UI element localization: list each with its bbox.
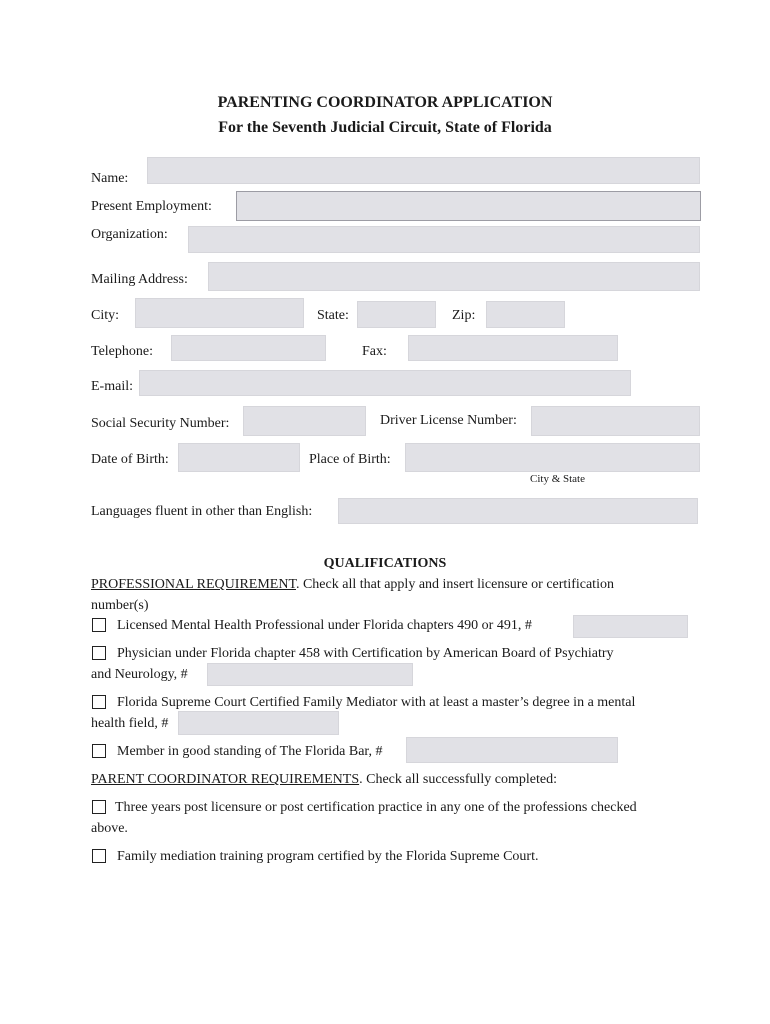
ssn-field[interactable] <box>243 406 366 436</box>
checkbox-mental-health[interactable] <box>92 618 106 632</box>
city-state-hint: City & State <box>530 473 585 485</box>
fax-field[interactable] <box>408 335 618 361</box>
parent-req-title: PARENT COORDINATOR REQUIREMENTS <box>91 772 360 787</box>
mental-health-number-field[interactable] <box>573 615 688 638</box>
languages-field[interactable] <box>338 498 698 524</box>
qualifications-heading: QUALIFICATIONS <box>323 556 447 571</box>
checkbox-three-years[interactable] <box>92 800 106 814</box>
three-years-text-line2: above. <box>91 821 128 836</box>
zip-label: Zip: <box>452 308 476 323</box>
place-of-birth-label: Place of Birth: <box>309 452 391 467</box>
physician-text-line1: Physician under Florida chapter 458 with Certification by American Board of Psychiatry <box>117 646 614 661</box>
professional-requirement-title: PROFESSIONAL REQUIREMENT <box>91 577 296 592</box>
ssn-label: Social Security Number: <box>91 416 230 431</box>
name-label: Name: <box>91 171 129 186</box>
checkbox-mediation-training[interactable] <box>92 849 106 863</box>
telephone-label: Telephone: <box>91 344 153 359</box>
city-label: City: <box>91 308 120 323</box>
email-field[interactable] <box>139 370 631 396</box>
form-subtitle: For the Seventh Judicial Circuit, State of Florida <box>218 119 552 136</box>
place-of-birth-field[interactable] <box>405 443 700 472</box>
checkbox-physician[interactable] <box>92 646 106 660</box>
dob-label: Date of Birth: <box>91 452 169 467</box>
dob-field[interactable] <box>178 443 300 472</box>
state-field[interactable] <box>357 301 436 328</box>
mediator-text-line2: health field, # <box>91 716 169 731</box>
physician-number-field[interactable] <box>207 663 413 686</box>
parent-req-text: . Check all successfully completed: <box>359 772 557 787</box>
mediator-number-field[interactable] <box>178 711 339 735</box>
name-field[interactable] <box>147 157 700 184</box>
florida-bar-number-field[interactable] <box>406 737 618 763</box>
present-employment-label: Present Employment: <box>91 199 212 214</box>
languages-label: Languages fluent in other than English: <box>91 504 313 519</box>
state-label: State: <box>317 308 349 323</box>
mediation-training-text: Family mediation training program certified by the Florida Supreme Court. <box>117 849 539 864</box>
professional-requirement-text2: number(s) <box>91 598 149 613</box>
city-field[interactable] <box>135 298 304 328</box>
form-title: PARENTING COORDINATOR APPLICATION <box>217 94 553 111</box>
parent-coordinator-requirements <box>91 769 557 790</box>
email-label: E-mail: <box>91 379 133 394</box>
mailing-address-field[interactable] <box>208 262 700 291</box>
professional-requirement <box>91 574 614 616</box>
zip-field[interactable] <box>486 301 565 328</box>
fax-label: Fax: <box>362 344 387 359</box>
three-years-text-line1: Three years post licensure or post certification practice in any one of the professions checked <box>115 800 637 815</box>
florida-bar-text: Member in good standing of The Florida Bar, # <box>117 744 383 759</box>
telephone-field[interactable] <box>171 335 326 361</box>
driver-license-label: Driver License Number: <box>380 413 517 428</box>
organization-field[interactable] <box>188 226 700 253</box>
checkbox-florida-bar[interactable] <box>92 744 106 758</box>
organization-label: Organization: <box>91 227 168 242</box>
mediator-text-line1: Florida Supreme Court Certified Family Mediator with at least a master’s degree in a mental <box>117 695 636 710</box>
driver-license-field[interactable] <box>531 406 700 436</box>
mailing-address-label: Mailing Address: <box>91 272 188 287</box>
mental-health-text: Licensed Mental Health Professional under Florida chapters 490 or 491, # <box>117 618 532 633</box>
checkbox-mediator[interactable] <box>92 695 106 709</box>
professional-requirement-text: . Check all that apply and insert licensure or certification <box>295 577 614 592</box>
present-employment-field[interactable] <box>236 191 701 221</box>
physician-text-line2: and Neurology, # <box>91 667 188 682</box>
